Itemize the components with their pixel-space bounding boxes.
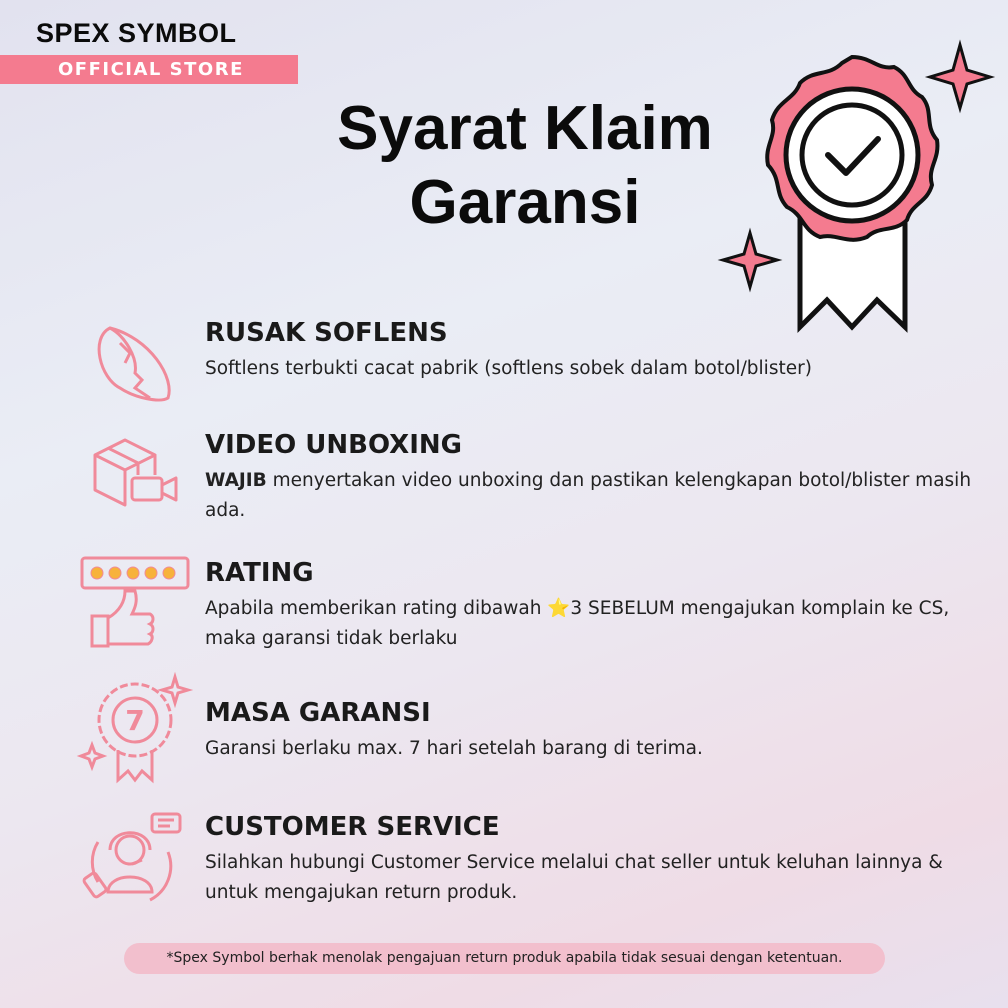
item-body: Softlens terbukti cacat pabrik (softlens sobek dalam botol/blister) <box>205 358 812 379</box>
item-heading: RATING <box>205 558 314 588</box>
item-heading: RUSAK SOFLENS <box>205 318 448 348</box>
item-body: Garansi berlaku max. 7 hari setelah barang di terima. <box>205 738 703 759</box>
page-title <box>300 92 750 240</box>
item-body-text: 3 SEBELUM mengajukan komplain ke CS, maka garansi tidak berlaku <box>205 598 950 649</box>
title-line-2: Garansi <box>409 168 641 237</box>
star-icon: ⭐ <box>547 598 571 619</box>
warranty-badge-icon <box>715 40 995 335</box>
item-heading: VIDEO UNBOXING <box>205 430 462 460</box>
thumbs-up-rating-icon <box>80 556 190 656</box>
customer-service-icon <box>80 812 190 912</box>
item-body <box>205 466 985 526</box>
seven-day-badge-icon <box>80 670 190 780</box>
item-body-text: menyertakan video unboxing dan pastikan kelengkapan botol/blister masih ada. <box>205 470 972 521</box>
official-store-banner: OFFICIAL STORE <box>0 55 298 84</box>
brand-name: SPEX SYMBOL <box>36 18 237 48</box>
broken-lens-icon <box>80 318 190 418</box>
item-body-text: Apabila memberikan rating dibawah <box>205 598 548 619</box>
disclaimer-footer: *Spex Symbol berhak menolak pengajuan return produk apabila tidak sesuai dengan ketentuan. <box>124 943 885 974</box>
title-line-1: Syarat Klaim <box>337 94 713 163</box>
item-heading: CUSTOMER SERVICE <box>205 812 500 842</box>
item-body <box>205 594 985 654</box>
badge-number: 7 <box>125 704 145 737</box>
box-video-icon <box>80 430 190 530</box>
item-body: Silahkan hubungi Customer Service melalui chat seller untuk keluhan lainnya & untuk mengajukan return produk. <box>205 852 943 903</box>
item-heading: MASA GARANSI <box>205 698 431 728</box>
item-body-emphasis: WAJIB <box>205 470 267 491</box>
